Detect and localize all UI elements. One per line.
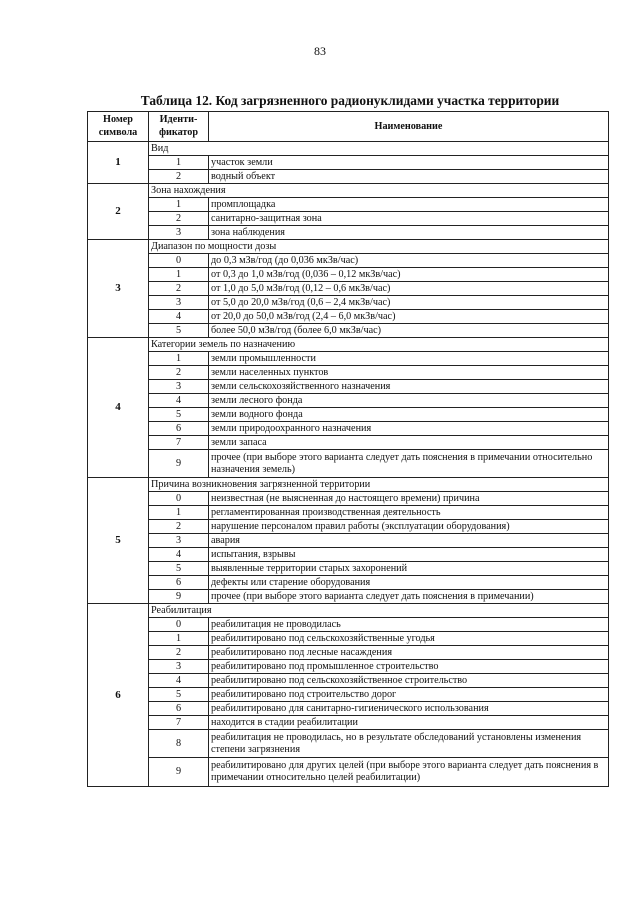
name-cell: земли природоохранного назначения: [209, 422, 609, 436]
symbol-number-cell: 2: [88, 184, 149, 240]
table-row: [88, 520, 609, 534]
name-cell: реабилитировано под промышленное строительство: [209, 660, 609, 674]
identifier-cell: 1: [149, 632, 209, 646]
identifier-cell: 6: [149, 422, 209, 436]
symbol-number-cell: 1: [88, 142, 149, 184]
table-row: [88, 576, 609, 590]
name-cell: земли запаса: [209, 436, 609, 450]
identifier-cell: 4: [149, 310, 209, 324]
group-title: Диапазон по мощности дозы: [149, 240, 609, 254]
name-cell: земли населенных пунктов: [209, 366, 609, 380]
name-cell: реабилитировано под лесные насаждения: [209, 646, 609, 660]
table-row: [88, 268, 609, 282]
table-row: [88, 646, 609, 660]
table-row: [88, 296, 609, 310]
header-symbol-number: Номер символа: [88, 112, 149, 142]
group-title-row: [88, 478, 609, 492]
table-row: [88, 226, 609, 240]
table-row: [88, 562, 609, 576]
table-row: [88, 632, 609, 646]
group-title: Реабилитация: [149, 604, 609, 618]
table-row: [88, 506, 609, 520]
name-cell: находится в стадии реабилитации: [209, 716, 609, 730]
table-row: [88, 352, 609, 366]
symbol-number-cell: 4: [88, 338, 149, 478]
name-cell: от 0,3 до 1,0 мЗв/год (0,036 – 0,12 мкЗв/час): [209, 268, 609, 282]
name-cell: от 20,0 до 50,0 мЗв/год (2,4 – 6,0 мкЗв/час): [209, 310, 609, 324]
name-cell: промплощадка: [209, 198, 609, 212]
name-cell: санитарно-защитная зона: [209, 212, 609, 226]
header-identifier: Иденти-фикатор: [149, 112, 209, 142]
name-cell: от 1,0 до 5,0 мЗв/год (0,12 – 0,6 мкЗв/час): [209, 282, 609, 296]
table-row: [88, 590, 609, 604]
header-name: Наименование: [209, 112, 609, 142]
name-cell: реабилитировано под строительство дорог: [209, 688, 609, 702]
table-row: [88, 660, 609, 674]
table-row: [88, 534, 609, 548]
table-row: [88, 450, 609, 478]
name-cell: авария: [209, 534, 609, 548]
identifier-cell: 9: [149, 450, 209, 478]
name-cell: до 0,3 мЗв/год (до 0,036 мкЗв/час): [209, 254, 609, 268]
name-cell: от 5,0 до 20,0 мЗв/год (0,6 – 2,4 мкЗв/час): [209, 296, 609, 310]
symbol-number-cell: 5: [88, 478, 149, 604]
name-cell: водный объект: [209, 170, 609, 184]
table-row: [88, 198, 609, 212]
name-cell: нарушение персоналом правил работы (эксплуатации оборудования): [209, 520, 609, 534]
table-row: [88, 408, 609, 422]
table-body: [88, 142, 609, 787]
name-cell: выявленные территории старых захоронений: [209, 562, 609, 576]
table-row: [88, 366, 609, 380]
identifier-cell: 7: [149, 436, 209, 450]
table-row: [88, 702, 609, 716]
symbol-number-cell: 6: [88, 604, 149, 787]
identifier-cell: 1: [149, 506, 209, 520]
name-cell: реабилитация не проводилась, но в результате обследований установлены изменения степени загрязнения: [209, 730, 609, 758]
identifier-cell: 5: [149, 562, 209, 576]
identifier-cell: 0: [149, 618, 209, 632]
group-title: Вид: [149, 142, 609, 156]
name-cell: более 50,0 мЗв/год (более 6,0 мкЗв/час): [209, 324, 609, 338]
identifier-cell: 9: [149, 758, 209, 787]
name-cell: реабилитировано под сельскохозяйственное строительство: [209, 674, 609, 688]
table-row: [88, 394, 609, 408]
identifier-cell: 2: [149, 366, 209, 380]
name-cell: прочее (при выборе этого варианта следует дать пояснения в примечании относительно назначения земель): [209, 450, 609, 478]
name-cell: испытания, взрывы: [209, 548, 609, 562]
table-row: [88, 758, 609, 787]
name-cell: реабилитировано под сельскохозяйственные угодья: [209, 632, 609, 646]
table-row: [88, 170, 609, 184]
identifier-cell: 9: [149, 590, 209, 604]
name-cell: земли водного фонда: [209, 408, 609, 422]
identifier-cell: 3: [149, 226, 209, 240]
identifier-cell: 5: [149, 324, 209, 338]
table-row: [88, 716, 609, 730]
identifier-cell: 2: [149, 520, 209, 534]
group-title-row: [88, 240, 609, 254]
table-row: [88, 156, 609, 170]
table-row: [88, 422, 609, 436]
name-cell: дефекты или старение оборудования: [209, 576, 609, 590]
identifier-cell: 8: [149, 730, 209, 758]
group-title-row: [88, 142, 609, 156]
name-cell: регламентированная производственная деятельность: [209, 506, 609, 520]
identifier-cell: 5: [149, 408, 209, 422]
name-cell: земли лесного фонда: [209, 394, 609, 408]
identifier-cell: 6: [149, 702, 209, 716]
identifier-cell: 5: [149, 688, 209, 702]
group-title: Причина возникновения загрязненной территории: [149, 478, 609, 492]
code-table: [87, 111, 609, 787]
table-row: [88, 254, 609, 268]
identifier-cell: 3: [149, 660, 209, 674]
group-title-row: [88, 338, 609, 352]
identifier-cell: 0: [149, 492, 209, 506]
table-row: [88, 310, 609, 324]
identifier-cell: 6: [149, 576, 209, 590]
table-row: [88, 492, 609, 506]
identifier-cell: 2: [149, 170, 209, 184]
identifier-cell: 1: [149, 352, 209, 366]
identifier-cell: 3: [149, 296, 209, 310]
identifier-cell: 7: [149, 716, 209, 730]
table-header-row: [88, 112, 609, 142]
table-title: Таблица 12. Код загрязненного радионуклидами участка территории: [140, 93, 560, 108]
group-title-row: [88, 604, 609, 618]
identifier-cell: 0: [149, 254, 209, 268]
table-row: [88, 730, 609, 758]
name-cell: реабилитация не проводилась: [209, 618, 609, 632]
identifier-cell: 4: [149, 548, 209, 562]
table-row: [88, 618, 609, 632]
group-title-row: [88, 184, 609, 198]
identifier-cell: 1: [149, 156, 209, 170]
table-row: [88, 282, 609, 296]
identifier-cell: 3: [149, 534, 209, 548]
name-cell: реабилитировано для санитарно-гигиенического использования: [209, 702, 609, 716]
identifier-cell: 1: [149, 268, 209, 282]
identifier-cell: 4: [149, 674, 209, 688]
identifier-cell: 1: [149, 198, 209, 212]
table-row: [88, 674, 609, 688]
table-row: [88, 436, 609, 450]
name-cell: зона наблюдения: [209, 226, 609, 240]
name-cell: земли промышленности: [209, 352, 609, 366]
identifier-cell: 2: [149, 282, 209, 296]
identifier-cell: 2: [149, 212, 209, 226]
identifier-cell: 2: [149, 646, 209, 660]
identifier-cell: 3: [149, 380, 209, 394]
table-row: [88, 380, 609, 394]
page-number: 83: [314, 44, 326, 58]
symbol-number-cell: 3: [88, 240, 149, 338]
name-cell: неизвестная (не выясненная до настоящего времени) причина: [209, 492, 609, 506]
group-title: Зона нахождения: [149, 184, 609, 198]
table-row: [88, 688, 609, 702]
table-row: [88, 548, 609, 562]
identifier-cell: 4: [149, 394, 209, 408]
name-cell: реабилитировано для других целей (при выборе этого варианта следует дать пояснения в примечании относительно целей реабилитации): [209, 758, 609, 787]
name-cell: прочее (при выборе этого варианта следует дать пояснения в примечании): [209, 590, 609, 604]
name-cell: земли сельскохозяйственного назначения: [209, 380, 609, 394]
name-cell: участок земли: [209, 156, 609, 170]
group-title: Категории земель по назначению: [149, 338, 609, 352]
table-row: [88, 212, 609, 226]
table-row: [88, 324, 609, 338]
